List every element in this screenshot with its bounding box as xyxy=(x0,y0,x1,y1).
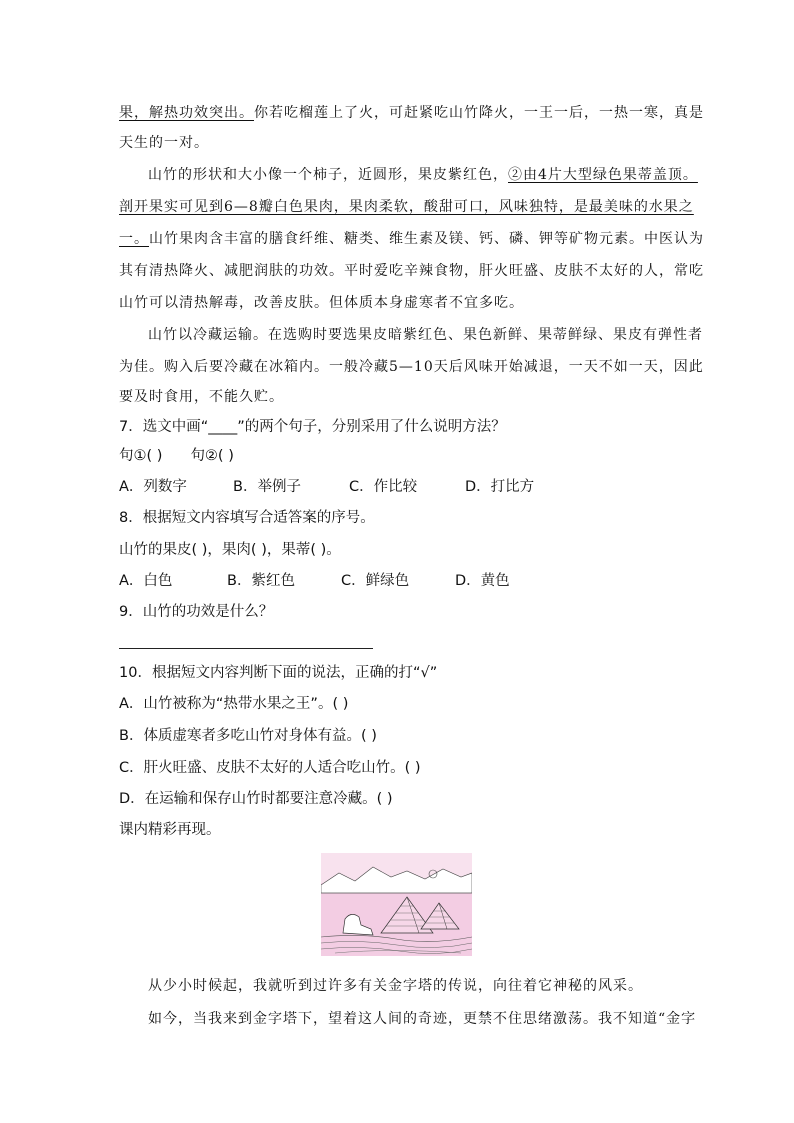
passage-line: 为佳。购入后要冷藏在冰箱内。一般冷藏5—10天后风味开始减退，一天不如一天，因此 xyxy=(119,359,704,375)
passage-line: 一。山竹果肉含丰富的膳食纤维、糖类、维生素及镁、钙、磷、钾等矿物元素。中医认为 xyxy=(119,231,704,247)
passage-line: 从少小时候起，我就听到过许多有关金字塔的传说，向往着它神秘的风采。 xyxy=(148,978,643,994)
statement-a: A．山竹被称为“热带水果之王”。( ) xyxy=(119,696,349,712)
statement-b: B．体质虚寒者多吃山竹对身体有益。( ) xyxy=(119,728,377,744)
option-c: C．鲜绿色 xyxy=(341,573,410,589)
question-7-blanks: 句①( ) 句②( ) xyxy=(119,448,234,464)
passage-line: 山竹可以清热解毒，改善皮肤。但体质本身虚寒者不宜多吃。 xyxy=(119,295,524,311)
passage-line: 如今，当我来到金字塔下，望着这人间的奇迹，更禁不住思绪激荡。我不知道“金字 xyxy=(148,1011,697,1027)
question-9: 9．山竹的功效是什么？ xyxy=(119,604,274,620)
option-b: B．举例子 xyxy=(233,479,301,495)
passage-line: 果，解热功效突出。你若吃榴莲上了火，可赶紧吃山竹降火，一王一后，一热一寒，真是 xyxy=(119,105,704,121)
pyramid-illustration xyxy=(321,853,472,956)
option-d: D．黄色 xyxy=(455,573,510,589)
passage-line: 天生的一对。 xyxy=(119,135,209,151)
passage-line: 山竹的形状和大小像一个柿子，近圆形，果皮紫红色，②由4片大型绿色果蒂盖顶。 xyxy=(148,167,698,183)
option-a: A．白色 xyxy=(119,573,173,589)
option-c: C．作比较 xyxy=(349,479,418,495)
question-8-options xyxy=(119,574,510,589)
answer-line xyxy=(119,648,373,649)
underlined-sentence-2: ②由4片大型绿色果蒂盖顶。 xyxy=(508,167,698,183)
question-8: 8．根据短文内容填写合适答案的序号。 xyxy=(119,510,375,526)
passage-line: 山竹以冷藏运输。在选购时要选果皮暗紫红色、果色新鲜、果蒂鲜绿、果皮有弹性者 xyxy=(148,327,703,343)
option-b: B．紫红色 xyxy=(227,573,295,589)
statement-c: C．肝火旺盛、皮肤不太好的人适合吃山竹。( ) xyxy=(119,760,421,776)
section-heading: 课内精彩再现。 xyxy=(119,822,221,838)
option-d: D．打比方 xyxy=(465,479,535,495)
statement-d: D．在运输和保存山竹时都要注意冷藏。( ) xyxy=(119,791,393,807)
question-8-blanks: 山竹的果皮( )，果肉( )，果蒂( )。 xyxy=(119,542,341,558)
question-10: 10．根据短文内容判断下面的说法，正确的打“√” xyxy=(119,665,438,681)
underlined-sentence-2-cont: 剖开果实可见到6—8瓣白色果肉，果肉柔软，酸甜可口，风味独特，是最美味的水果之 xyxy=(119,199,694,215)
passage-line: 要及时食用，不能久贮。 xyxy=(119,389,284,405)
question-7-options xyxy=(119,480,534,495)
underlined-text: 果，解热功效突出。 xyxy=(119,105,254,121)
passage-line: 其有清热降火、减肥润肤的功效。平时爱吃辛辣食物，肝火旺盛、皮肤不太好的人，常吃 xyxy=(119,263,704,279)
option-a: A．列数字 xyxy=(119,479,187,495)
question-7: 7．选文中画“____”的两个句子，分别采用了什么说明方法？ xyxy=(119,419,506,435)
